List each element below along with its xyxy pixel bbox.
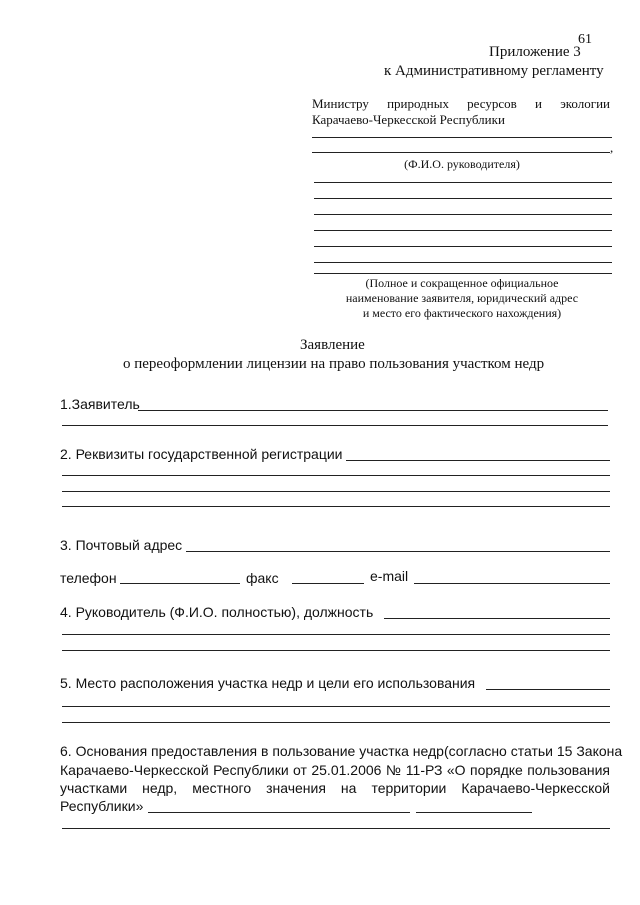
applicant-blank-line (314, 230, 612, 231)
field-email-line[interactable] (414, 583, 610, 584)
addressee-blank-line (312, 152, 610, 153)
field-grounds-line-3: участками недр, местного значения на территории Карачаево-Черкесской (60, 780, 610, 796)
field-location-line[interactable] (62, 722, 610, 723)
applicant-blank-line (314, 262, 612, 263)
field-head-line[interactable] (62, 650, 610, 651)
applicant-caption-2: наименование заявителя, юридический адрес (345, 291, 579, 305)
field-registration-line[interactable] (62, 491, 610, 492)
field-applicant-label: 1.Заявитель (60, 396, 140, 412)
applicant-caption-3: и место его фактического нахождения) (362, 306, 562, 320)
field-applicant-line[interactable] (138, 410, 608, 411)
appendix-label: Приложение 3 (489, 44, 581, 60)
field-registration-line[interactable] (62, 475, 610, 476)
applicant-blank-line (314, 246, 612, 247)
applicant-blank-line (314, 198, 612, 199)
field-grounds-line[interactable] (148, 812, 410, 813)
addressee-blank-line (312, 137, 612, 138)
field-fax-line[interactable] (292, 583, 364, 584)
applicant-blank-line (314, 273, 612, 274)
fio-caption: (Ф.И.О. руководителя) (404, 157, 520, 171)
applicant-blank-line (314, 182, 612, 183)
field-postal-line[interactable] (186, 551, 610, 552)
field-location-line[interactable] (62, 706, 610, 707)
addressee-line-1: Министру природных ресурсов и экологии (312, 96, 610, 111)
field-grounds-line[interactable] (62, 828, 610, 829)
field-grounds-line-4: Республики» (60, 798, 144, 814)
field-location-line[interactable] (486, 689, 610, 690)
field-registration-label: 2. Реквизиты государственной регистрации (60, 446, 343, 462)
page-number: 61 (578, 32, 592, 47)
field-fax-label: факс (246, 570, 279, 586)
field-grounds-line-1: 6. Основания предоставления в пользование участка недр(согласно статьи 15 Закона (60, 743, 623, 759)
addressee-line-2: Карачаево-Черкесской Республики (312, 112, 505, 127)
field-postal-label: 3. Почтовый адрес (60, 537, 183, 553)
document-subtitle: о переоформлении лицензии на право пользования участком недр (123, 356, 545, 372)
field-registration-line[interactable] (346, 460, 610, 461)
field-head-line[interactable] (384, 618, 610, 619)
field-head-label: 4. Руководитель (Ф.И.О. полностью), должность (60, 604, 374, 620)
field-head-line[interactable] (62, 634, 610, 635)
field-registration-line[interactable] (62, 506, 610, 507)
regulation-label: к Административному регламенту (384, 63, 604, 79)
field-applicant-line[interactable] (62, 425, 608, 426)
document-title: Заявление (300, 337, 365, 353)
addressee-comma: , (610, 140, 614, 155)
applicant-caption-1: (Полное и сокращенное официальное (365, 276, 559, 290)
applicant-blank-line (314, 214, 612, 215)
field-email-label: e-mail (370, 568, 409, 584)
field-grounds-line-2: Карачаево-Черкесской Республики от 25.01.2006 № 11-РЗ «О порядке пользования (60, 762, 610, 778)
field-phone-label: телефон (60, 570, 117, 586)
field-phone-line[interactable] (120, 583, 240, 584)
field-location-label: 5. Место расположения участка недр и цели его использования (60, 675, 476, 691)
field-grounds-line[interactable] (416, 812, 532, 813)
